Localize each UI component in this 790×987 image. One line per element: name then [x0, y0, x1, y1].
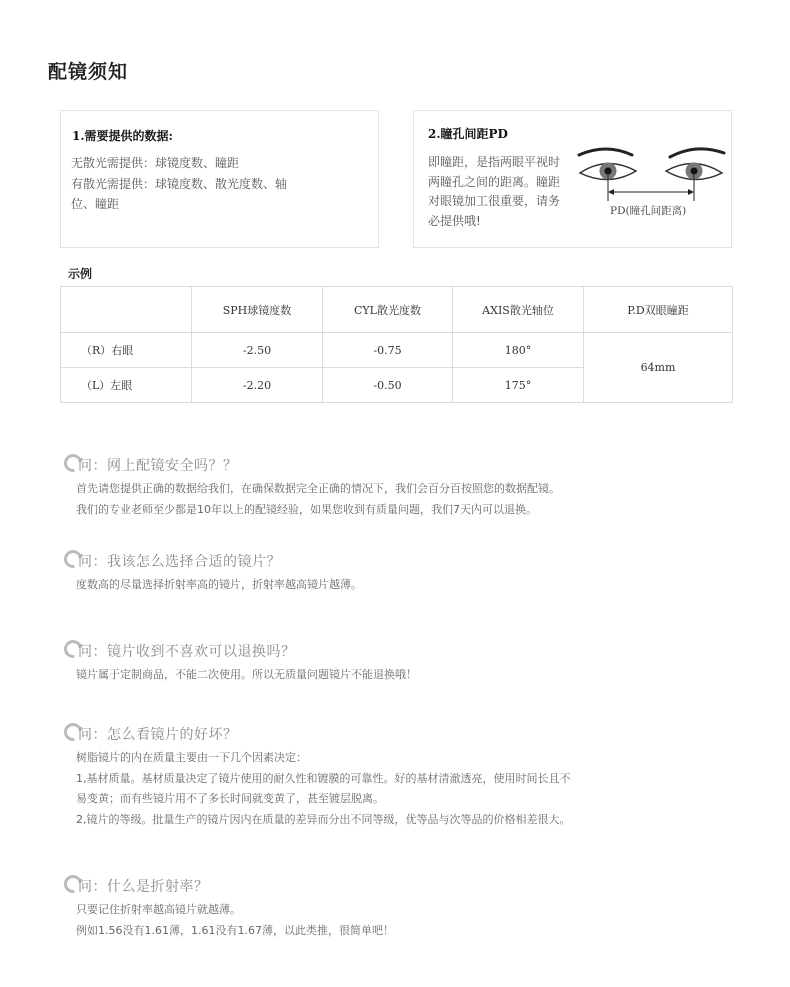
- pd-value: 64mm: [584, 333, 733, 403]
- faq-question: 问：网上配镜安全吗？？: [78, 458, 238, 474]
- header-axis: AXIS散光轴位: [453, 287, 584, 333]
- faq-answer-line: 我们的专业老师至少都是10年以上的配镜经验，如果您收到有质量问题，我们7天内可以退换。: [76, 502, 537, 516]
- header-cyl: CYL散光度数: [323, 287, 453, 333]
- pupil-distance-title: 2.瞳孔间距PD: [428, 127, 508, 141]
- faq-answer-line: 镜片属于定制商品，不能二次使用。所以无质量问题镜片不能退换哦！: [76, 668, 417, 681]
- faq-answer: [76, 575, 362, 596]
- faq-question: 问：什么是折射率？: [78, 879, 209, 895]
- faq-answer-line: 度数高的尽量选择折射率高的镜片，折射率越高镜片越薄。: [76, 578, 362, 591]
- no-astigmatism-line: 无散光需提供：球镜度数、瞳距: [71, 156, 240, 170]
- faq-answer-line: 1,基材质量。基材质量决定了镜片使用的耐久性和镀膜的可靠性。好的基材清澈透亮，使用时间长且不: [76, 771, 571, 785]
- prescription-table: [60, 286, 733, 403]
- pd-label: PD(瞳孔间距离): [610, 205, 687, 217]
- astigmatism-line: 有散光需提供：球镜度数、散光度数、轴位、瞳距: [71, 176, 288, 211]
- required-data-text: [71, 153, 297, 215]
- right-eye-icon: [666, 149, 724, 180]
- faq-answer: [76, 665, 417, 686]
- faq-question: 问：我该怎么选择合适的镜片？: [78, 554, 281, 570]
- right-axis: 180°: [453, 333, 584, 368]
- example-label: 示例: [68, 267, 93, 281]
- header-pd: P.D双眼瞳距: [584, 287, 733, 333]
- faq-answer-line: 2,镜片的等级。批量生产的镜片因内在质量的差异而分出不同等级，优等品与次等品的价格相差很大。: [76, 812, 571, 826]
- faq-answer-line: 首先请您提供正确的数据给我们，在确保数据完全正确的情况下，我们会百分百按照您的数据配镜。: [76, 482, 560, 495]
- pupil-distance-description: 即瞳距，是指两眼平视时两瞳孔之间的距离。瞳距对眼镜加工很重要，请务必提供哦!: [428, 155, 561, 228]
- faq-item: [64, 639, 417, 686]
- table-row: [61, 333, 733, 368]
- right-cyl: -0.75: [323, 333, 453, 368]
- faq-answer-line: 树脂镜片的内在质量主要由一下几个因素决定：: [76, 751, 307, 764]
- right-eye-label: （R）右眼: [61, 333, 192, 368]
- right-sph: -2.50: [192, 333, 323, 368]
- left-cyl: -0.50: [323, 368, 453, 403]
- faq-question: 问：镜片收到不喜欢可以退换吗？: [78, 644, 296, 660]
- faq-question: 问：怎么看镜片的好坏？: [78, 727, 238, 743]
- faq-answer: [76, 748, 571, 830]
- left-sph: -2.20: [192, 368, 323, 403]
- left-eye-label: （L）左眼: [61, 368, 192, 403]
- header-sph: SPH球镜度数: [192, 287, 323, 333]
- faq-item: [64, 549, 362, 596]
- faq-answer: [76, 479, 560, 520]
- required-data-card: [60, 110, 379, 248]
- header-blank: [61, 287, 192, 333]
- faq-answer: [76, 900, 394, 941]
- pupil-distance-text: [428, 153, 564, 231]
- faq-answer-line: 易变黄；而有些镜片用不了多长时间就变黄了，甚至镀层脱离。: [76, 792, 384, 805]
- pupil-distance-card: [413, 110, 732, 248]
- left-axis: 175°: [453, 368, 584, 403]
- page-title: 配镜须知: [48, 61, 129, 83]
- faq-item: [64, 874, 394, 941]
- faq-item: [64, 722, 571, 830]
- required-data-title: 1.需要提供的数据:: [72, 129, 173, 143]
- faq-answer-line: 例如1.56没有1.61薄，1.61没有1.67薄，以此类推，很简单吧！: [76, 923, 394, 937]
- faq-answer-line: 只要记住折射率越高镜片就越薄。: [76, 903, 241, 916]
- table-header-row: [61, 287, 733, 333]
- faq-item: [64, 453, 560, 520]
